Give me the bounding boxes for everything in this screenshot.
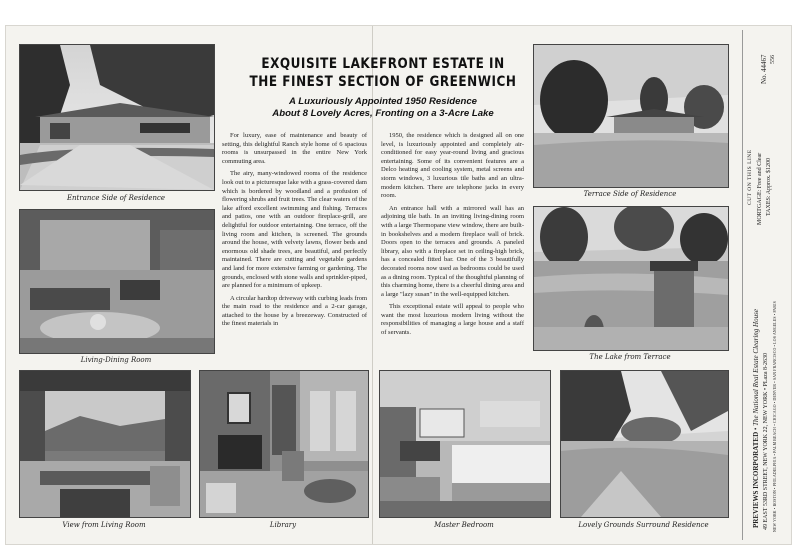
caption-lake-from-terrace: The Lake from Terrace [589, 353, 671, 361]
caption-living-dining-room: Living-Dining Room [80, 356, 152, 364]
company-phone: • PLaza 8-2630 [763, 352, 769, 391]
photo-entrance-side [19, 44, 215, 191]
caption-master-bedroom: Master Bedroom [434, 521, 494, 529]
company-name: PREVIEWS INCORPORATED [752, 431, 760, 528]
text-column-1 [222, 132, 367, 333]
address-line [763, 353, 769, 530]
photo-master-bedroom [379, 370, 551, 518]
caption-library: Library [269, 521, 297, 529]
cut-line-label: CUT ON THIS LINE [747, 149, 753, 205]
subtitle-line-2: About 8 Lovely Acres, Fronting on a 3-Acre Lake [272, 108, 494, 119]
photo-living-dining-room [19, 209, 215, 354]
company-tagline: • The National Real Estate Clearing House [752, 309, 760, 431]
caption-entrance-side: Entrance Side of Residence [66, 194, 166, 202]
col2-paragraph-3: This exceptional estate will appeal to people who want the most luxurious modern living without the responsibilities of managing a large house and a staff of servants. [381, 303, 524, 337]
photo-view-from-living-room [19, 370, 191, 518]
company-line [752, 309, 760, 528]
title-line-1: EXQUISITE LAKEFRONT ESTATE IN [261, 56, 505, 72]
company-address: 49 EAST 53RD STREET, NEW YORK 22, NEW YORK [763, 391, 769, 530]
listing-number: No. 44467 [760, 54, 768, 84]
office-cities: NEW YORK • BOSTON • PHILADELPHIA • PALM BEACH • CHICAGO • DENVER • SAN FRANCISCO • LOS ANGELES • PARIS [773, 301, 777, 532]
col1-paragraph-1: For luxury, ease of maintenance and beauty of setting, this delightful Ranch style home of 6 spacious rooms is unsurpassed in the entire New York commuting area. [222, 132, 367, 165]
text-column-2 [381, 132, 524, 342]
article-title [240, 55, 525, 91]
listing-sub-number: 556 [770, 55, 776, 64]
caption-view-from-living-room: View from Living Room [62, 521, 146, 529]
photo-lake-from-terrace [533, 206, 729, 351]
title-line-2: THE FINEST SECTION OF GREENWICH [249, 74, 517, 90]
photo-library [199, 370, 369, 518]
subtitle-line-1: A Luxuriously Appointed 1950 Residence [288, 96, 477, 107]
col2-paragraph-1: 1950, the residence which is designed all on one level, is luxuriously appointed and completely air-conditioned for easy year-round living and gracious entertaining. Some of its convenient features are a Delco heating and cooling system, metal screens and storm windows, 3 luxurious tile baths and an ultra-modern kitchen. There are telephone jacks in every room. [381, 132, 524, 200]
caption-lovely-grounds: Lovely Grounds Surround Residence [578, 521, 709, 529]
mortgage-info: MORTGAGE: Free and Clear [757, 152, 763, 225]
photo-lovely-grounds [560, 370, 729, 518]
col1-paragraph-2: The airy, many-windowed rooms of the residence look out to a picturesque lake with a grass-covered dam which is bordered by woodland and a profusion of flowering shrubs and fruit trees. The clear waters of the lake afford excellent swimming and fishing. Terraces and patios, one with an outdoor fireplace-grill, are delightful for outdoor entertaining. One terrace, off the living room and kitchen, is screened. The grounds around the house, with velvety lawns, flower beds and enormous old shade trees, are beautiful, and perfectly maintained. There are cutting and vegetable gardens and land for more extensive farming or gardening. The grounds, enclosed with stone walls and sprinkler-piped, are planned for a minimum of upkeep. [222, 170, 367, 290]
caption-terrace-side: Terrace Side of Residence [583, 190, 677, 198]
photo-terrace-side [533, 44, 729, 188]
col1-paragraph-3: A circular hardtop driveway with curbing leads from the main road to the residence and a 2-car garage, attached to the house by a breezeway. Constructed of the finest materials in [222, 294, 367, 328]
article-subtitle [228, 96, 538, 120]
taxes-info: TAXES: Approx. $1200 [766, 157, 772, 216]
col2-paragraph-2: An entrance hall with a mirrored wall has an adjoining tile bath. In an inviting living-dining room with a large Thermopane view window, there are built-in bookshelves and a modern fireplace wall of brick. Doors open to the terraces and grounds. A paneled library, also with a fireplace set in ceiling-high brick, has a concealed fitted bar. One of the 3 beautifully decorated rooms now used as bedrooms could be used as a dining room. Typical of the thoughtful planning of this charming home, there is a cheerful dining area and a large "lazy susan" in the well-equipped kitchen. [381, 204, 524, 298]
